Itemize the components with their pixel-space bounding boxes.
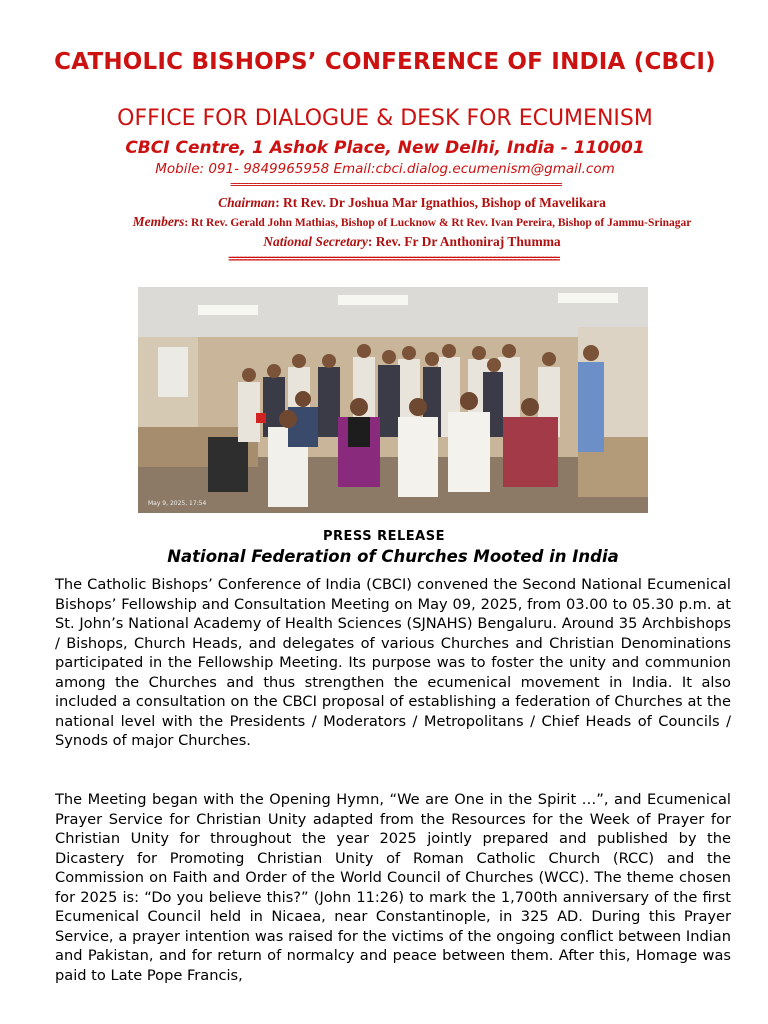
photo-timestamp: May 9, 2025, 17:54 bbox=[148, 500, 207, 507]
paragraph-1: The Catholic Bishops’ Conference of India (CBCI) convened the Second National Ecumenical Bishops’ Fellowship and Consultation Meeting on May 09, 2025, from 03.00 to 05.30 p.m. at St. John’s National Academy of Health Sciences (SJNAHS) Bengaluru. Around 35 Archbishops / Bishops, Church Heads, and delegates of various Churches and Christian Denominations participated in the Fellowship Meeting. Its purpose was to foster the unity and communion among the Churches and thus strengthen the ecumenical movement in India. It also included a consultation on the CBCI proposal of establishing a federation of Churches at the national level with the Presidents / Moderators / Metropolitans / Chief Heads of Councils / Synods of major Churches. bbox=[55, 576, 731, 749]
group-photo bbox=[138, 287, 648, 513]
divider-rule-bottom: ================================================================================== bbox=[228, 253, 558, 265]
office-address: CBCI Centre, 1 Ashok Place, New Delhi, India - 110001 bbox=[125, 138, 645, 158]
secretary-name: : Rev. Fr Dr Anthoniraj Thumma bbox=[367, 234, 561, 249]
secretary-line bbox=[102, 233, 722, 250]
members-line bbox=[102, 213, 722, 232]
chairman-name: : Rt Rev. Dr Joshua Mar Ignathios, Bishop of Mavelikara bbox=[275, 195, 606, 210]
group-photo-illustration bbox=[138, 287, 648, 513]
chairman-line bbox=[102, 194, 722, 211]
members-role: Members bbox=[132, 214, 185, 229]
chairman-role: Chairman bbox=[218, 195, 276, 210]
paragraph-2: The Meeting began with the Opening Hymn, “We are One in the Spirit …”, and Ecumenical Prayer Service for Christian Unity adapted from the Resources for the Week of Prayer for Christian Unity for throughout the year 2025 jointly prepared and published by the Dicastery for Promoting Christian Unity of Roman Catholic Church (RCC) and the Commission on Faith and Order of the World Council of Churches (WCC). The theme chosen for 2025 is: “Do you believe this?” (John 11:26) to mark the 1,700th anniversary of the first Ecumenical Council held in Nicaea, near Constantinople, in 325 AD. During this Prayer Service, a prayer intention was raised for the victims of the ongoing conflict between Indian and Pakistan, and for return of normalcy and peace between them. After this, Homage was paid to Late Pope Francis, bbox=[55, 791, 731, 984]
secretary-role: National Secretary bbox=[263, 234, 368, 249]
office-name: OFFICE FOR DIALOGUE & DESK FOR ECUMENISM bbox=[117, 106, 653, 131]
divider-rule-top: ================================================================================== bbox=[230, 179, 560, 191]
contact-line: Mobile: 091- 9849965958 Email:cbci.dialog.ecumenism@gmail.com bbox=[155, 161, 615, 177]
members-names: : Rt Rev. Gerald John Mathias, Bishop of Lucknow & Rt Rev. Ivan Pereira, Bishop of Jammu-Srinagar bbox=[184, 217, 692, 229]
press-release-label: PRESS RELEASE bbox=[323, 529, 445, 544]
headline: National Federation of Churches Mooted in India bbox=[167, 547, 619, 566]
organization-title: CATHOLIC BISHOPS’ CONFERENCE OF INDIA (CBCI) bbox=[54, 49, 716, 75]
